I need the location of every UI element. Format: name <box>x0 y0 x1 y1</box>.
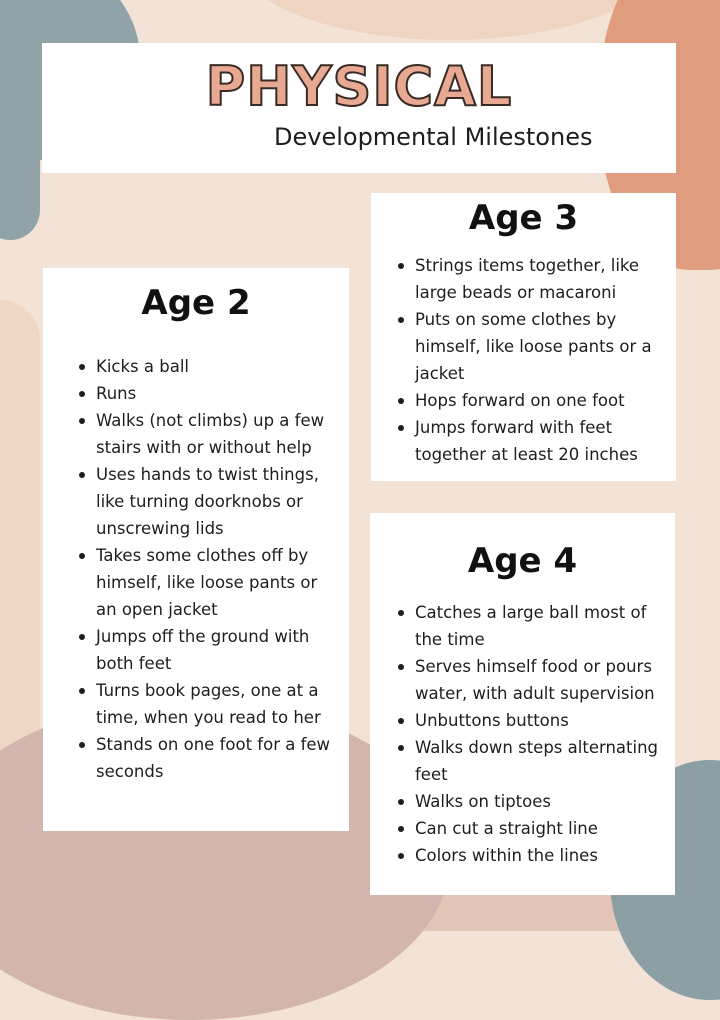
list-item: Walks on tiptoes <box>381 788 675 815</box>
page-subtitle: Developmental Milestones <box>274 123 593 151</box>
background-shape <box>0 300 40 800</box>
milestone-list <box>371 252 676 468</box>
list-item: Catches a large ball most of the time <box>381 599 675 653</box>
list-item: Unbuttons buttons <box>381 707 675 734</box>
list-item: Takes some clothes off by himself, like loose pants or an open jacket <box>62 542 349 623</box>
background-shape <box>0 120 40 240</box>
list-item: Uses hands to twist things, like turning doorknobs or unscrewing lids <box>62 461 349 542</box>
list-item: Strings items together, like large beads or macaroni <box>381 252 676 306</box>
age-2-card <box>43 268 349 831</box>
list-item: Walks down steps alternating feet <box>381 734 675 788</box>
milestone-list <box>43 353 349 785</box>
list-item: Walks (not climbs) up a few stairs with or without help <box>62 407 349 461</box>
title-card <box>42 43 676 173</box>
section-heading: Age 4 <box>467 541 578 581</box>
list-item: Serves himself food or pours water, with adult supervision <box>381 653 675 707</box>
section-heading: Age 3 <box>468 198 579 238</box>
age-3-card <box>371 193 676 481</box>
list-item: Turns book pages, one at a time, when you read to her <box>62 677 349 731</box>
list-item: Stands on one foot for a few seconds <box>62 731 349 785</box>
list-item: Runs <box>62 380 349 407</box>
list-item: Jumps off the ground with both feet <box>62 623 349 677</box>
list-item: Colors within the lines <box>381 842 675 869</box>
list-item: Puts on some clothes by himself, like loose pants or a jacket <box>381 306 676 387</box>
milestone-list <box>370 599 675 869</box>
list-item: Hops forward on one foot <box>381 387 676 414</box>
page-title: PHYSICAL <box>205 55 513 118</box>
background-shape <box>240 0 660 40</box>
list-item: Jumps forward with feet together at least 20 inches <box>381 414 676 468</box>
list-item: Can cut a straight line <box>381 815 675 842</box>
section-heading: Age 2 <box>141 283 251 323</box>
list-item: Kicks a ball <box>62 353 349 380</box>
age-4-card <box>370 513 675 895</box>
